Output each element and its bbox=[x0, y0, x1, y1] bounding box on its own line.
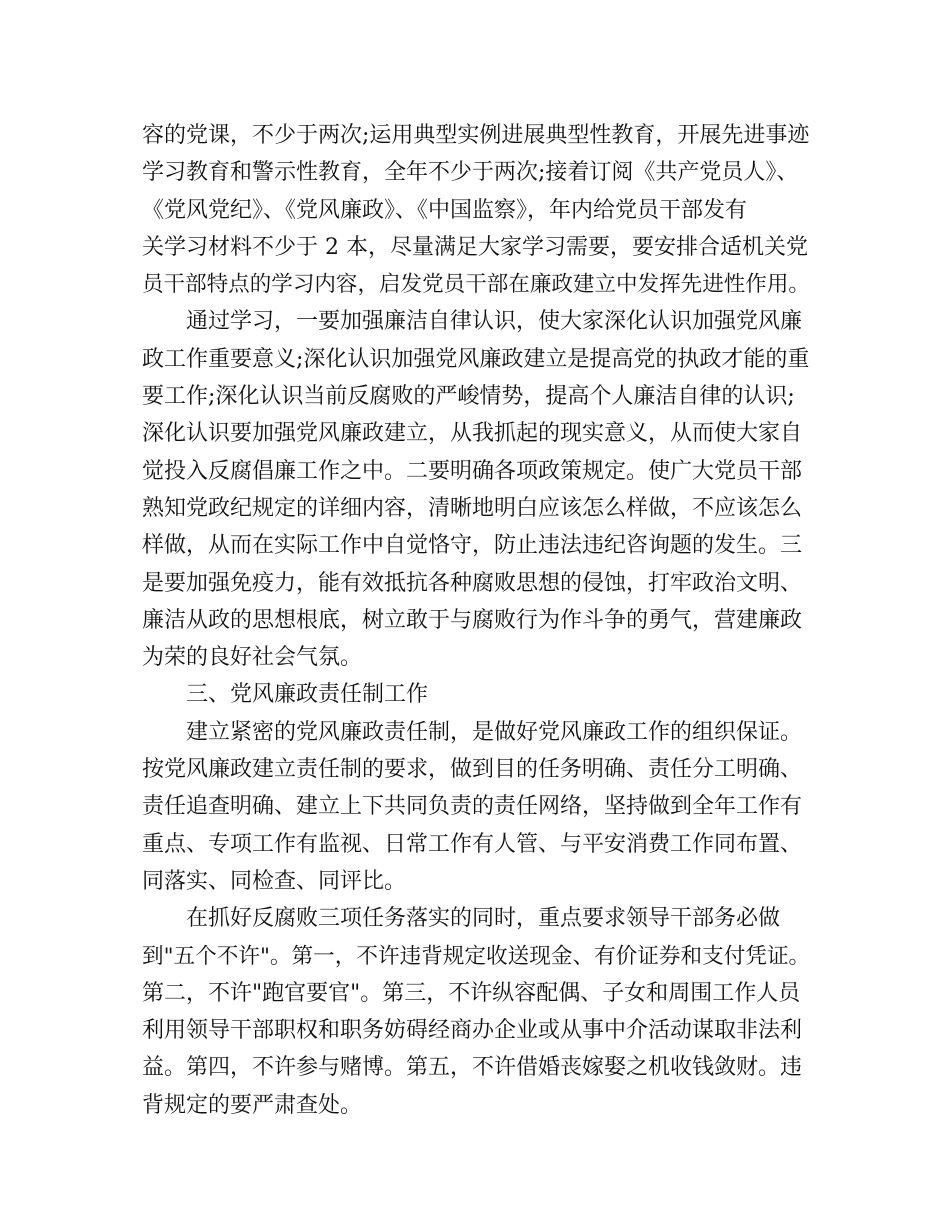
text-line: 是要加强免疫力，能有效抵抗各种腐败思想的侵蚀，打牢政治文明、 bbox=[142, 570, 803, 596]
text-line: 学习教育和警示性教育，全年不少于两次;接着订阅《共产党员人》、 bbox=[142, 160, 799, 186]
text-line: 政工作重要意义;深化认识加强党风廉政建立是提高党的执政才能的重 bbox=[142, 346, 810, 372]
text-line: 关学习材料不少于 2 本，尽量满足大家学习需要，要安排合适机关党 bbox=[142, 234, 808, 260]
text-line: 廉洁从政的思想根底，树立敢于与腐败行为作斗争的勇气，营建廉政 bbox=[142, 607, 803, 633]
text-line: 到"五个不许"。第一，不许违背规定收送现金、有价证券和支付凭证。 bbox=[142, 943, 811, 969]
text-line: 样做，从而在实际工作中自觉恪守，防止违法违纪咨询题的发生。三 bbox=[142, 533, 803, 559]
text-line: 益。第四，不许参与赌博。第五，不许借婚丧嫁娶之机收钱敛财。违 bbox=[142, 1055, 803, 1081]
paragraph-first-line: 通过学习，一要加强廉洁自律认识，使大家深化认识加强党风廉 bbox=[186, 309, 803, 335]
text-line: 同落实、同检查、同评比。 bbox=[142, 868, 407, 894]
text-line: 要工作;深化认识当前反腐败的严峻情势，提高个人廉洁自律的认识; bbox=[142, 384, 795, 410]
text-line: 按党风廉政建立责任制的要求，做到目的任务明确、责任分工明确、 bbox=[142, 757, 803, 783]
text-line: 觉投入反腐倡廉工作之中。二要明确各项政策规定。使广大党员干部 bbox=[142, 458, 803, 484]
document-page bbox=[142, 117, 810, 1124]
text-line: 《党风党纪》、《党风廉政》、《中国监察》，年内给党员干部发有 bbox=[142, 197, 748, 223]
text-line: 深化认识要加强党风廉政建立，从我抓起的现实意义，从而使大家自 bbox=[142, 421, 803, 447]
paragraph-first-line: 三、党风廉政责任制工作 bbox=[186, 682, 429, 708]
text-line: 背规定的要严肃查处。 bbox=[142, 1092, 363, 1118]
text-line: 为荣的良好社会气氛。 bbox=[142, 645, 363, 671]
text-line: 责任追查明确、建立上下共同负责的责任网络，坚持做到全年工作有 bbox=[142, 794, 803, 820]
text-line: 容的党课，不少于两次;运用典型实例进展典型性教育，开展先进事迹 bbox=[142, 123, 810, 148]
paragraph-first-line: 建立紧密的党风廉政责任制，是做好党风廉政工作的组织保证。 bbox=[186, 719, 803, 745]
text-line: 重点、专项工作有监视、日常工作有人管、与平安消费工作同布置、 bbox=[142, 831, 803, 857]
text-line: 利用领导干部职权和职务妨碍经商办企业或从事中介活动谋取非法利 bbox=[142, 1018, 803, 1044]
text-line: 第二，不许"跑官要官"。第三，不许纵容配偶、子女和周围工作人员 bbox=[142, 980, 801, 1006]
text-line: 熟知党政纪规定的详细内容，清晰地明白应该怎么样做，不应该怎么 bbox=[142, 495, 803, 521]
paragraph-first-line: 在抓好反腐败三项任务落实的同时，重点要求领导干部务必做 bbox=[186, 906, 781, 932]
text-line: 员干部特点的学习内容，启发党员干部在廉政建立中发挥先进性作用。 bbox=[142, 272, 810, 298]
